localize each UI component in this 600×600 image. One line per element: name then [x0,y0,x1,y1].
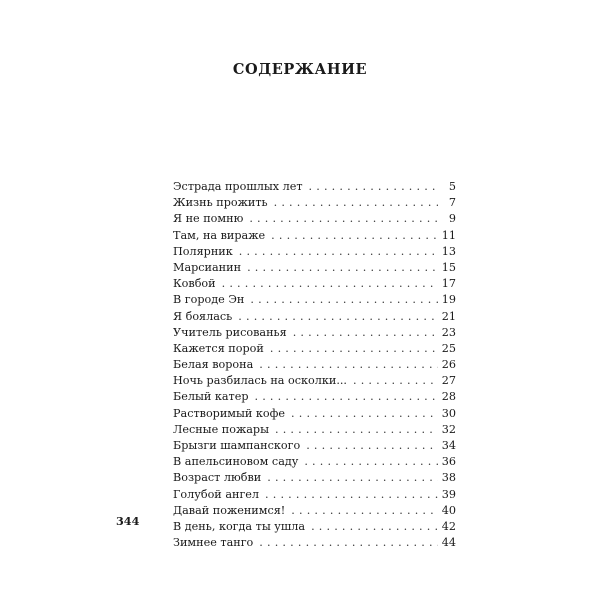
toc-entry [173,211,456,227]
toc-leader-dots [291,503,437,519]
toc-entry-title: Эстрада прошлых лет [173,180,303,193]
toc-entry-page: 11 [441,228,456,242]
toc-entry-page: 36 [441,455,456,469]
toc-leader-dots [353,373,438,389]
toc-entry-page: 5 [448,180,456,193]
toc-entry [173,535,456,551]
toc-leader-dots [247,260,438,276]
toc-entry-title: Зимнее танго [173,536,254,550]
toc-leader-dots [311,519,438,535]
toc-leader-dots [304,454,437,470]
toc-leader-dots [238,309,437,325]
toc-entry [173,406,456,422]
toc-entry-page: 42 [441,519,456,533]
toc-entry-page: 9 [448,212,456,226]
toc-entry-page: 30 [441,406,456,420]
table-of-contents [173,179,456,551]
toc-leader-dots [267,470,438,486]
toc-leader-dots [293,325,438,341]
toc-entry-title: В день, когда ты ушла [173,519,306,533]
toc-entry-page: 27 [441,374,456,388]
toc-entry [173,373,456,389]
toc-entry-page: 39 [441,487,456,501]
toc-entry-title: В апельсиновом саду [173,455,299,469]
toc-entry-title: Давай поженимся! [173,503,286,517]
toc-entry-title: Белая ворона [173,358,254,372]
toc-entry-title: Белый катер [173,390,249,404]
toc-leader-dots [255,389,438,405]
toc-entry-title: Растворимый кофе [173,406,286,420]
toc-leader-dots [275,422,438,438]
toc-entry-page: 38 [441,471,456,485]
toc-entry-title: Ночь разбилась на осколки... [173,374,347,388]
toc-leader-dots [265,487,438,503]
toc-entry-page: 34 [441,439,456,452]
toc-leader-dots [239,244,438,260]
toc-entry-page: 7 [448,196,456,210]
toc-entry-title: Лесные пожары [173,422,269,436]
toc-entry [173,309,456,325]
toc-entry-page: 23 [441,325,456,339]
toc-entry-page: 13 [441,244,456,258]
toc-entry [173,244,456,260]
toc-entry [173,454,456,470]
toc-entry [173,276,456,292]
page-number: 344 [116,514,140,528]
toc-entry-page: 26 [441,358,456,372]
toc-entry-title: Я боялась [173,309,233,323]
toc-entry-page: 21 [441,309,456,323]
toc-leader-dots [222,276,438,292]
toc-entry-page: 44 [441,536,456,550]
toc-entry [173,422,456,438]
toc-entry-title: В городе Эн [173,293,245,307]
toc-leader-dots [306,438,438,454]
toc-entry-page: 28 [441,390,456,404]
toc-leader-dots [274,195,438,211]
toc-entry-title: Голубой ангел [173,487,260,501]
toc-entry [173,389,456,405]
toc-entry [173,519,456,535]
toc-entry-title: Возраст любви [173,471,262,485]
toc-leader-dots [250,292,437,308]
toc-leader-dots [309,179,438,195]
toc-entry-title: Полярник [173,244,233,258]
toc-entry-page: 15 [441,260,456,274]
toc-entry [173,195,456,211]
toc-entry [173,487,456,503]
toc-entry [173,260,456,276]
toc-leader-dots [271,228,438,244]
toc-leader-dots [249,211,438,227]
toc-entry-page: 19 [441,293,456,307]
toc-entry [173,341,456,357]
toc-entry [173,357,456,373]
toc-entry-page: 25 [441,341,456,355]
toc-entry-page: 32 [441,422,456,436]
toc-entry [173,438,456,454]
toc-entry-title: Ковбой [173,277,216,291]
toc-leader-dots [259,535,437,551]
toc-entry-title: Жизнь прожить [173,196,268,210]
toc-leader-dots [259,357,437,373]
page-title: СОДЕРЖАНИЕ [232,61,368,78]
toc-leader-dots [291,406,438,422]
toc-entry [173,179,456,195]
toc-entry [173,503,456,519]
toc-entry-title: Брызги шампанского [173,439,301,452]
toc-entry-title: Там, на вираже [173,228,266,242]
toc-entry-page: 17 [441,277,456,291]
toc-entry-title: Я не помню [173,212,244,226]
toc-entry [173,292,456,308]
toc-entry-page: 40 [441,503,456,517]
toc-entry-title: Учитель рисованья [173,325,287,339]
toc-entry [173,470,456,486]
toc-entry-title: Кажется порой [173,341,264,355]
toc-entry-title: Марсианин [173,260,242,274]
toc-leader-dots [270,341,438,357]
toc-entry [173,228,456,244]
toc-entry [173,325,456,341]
